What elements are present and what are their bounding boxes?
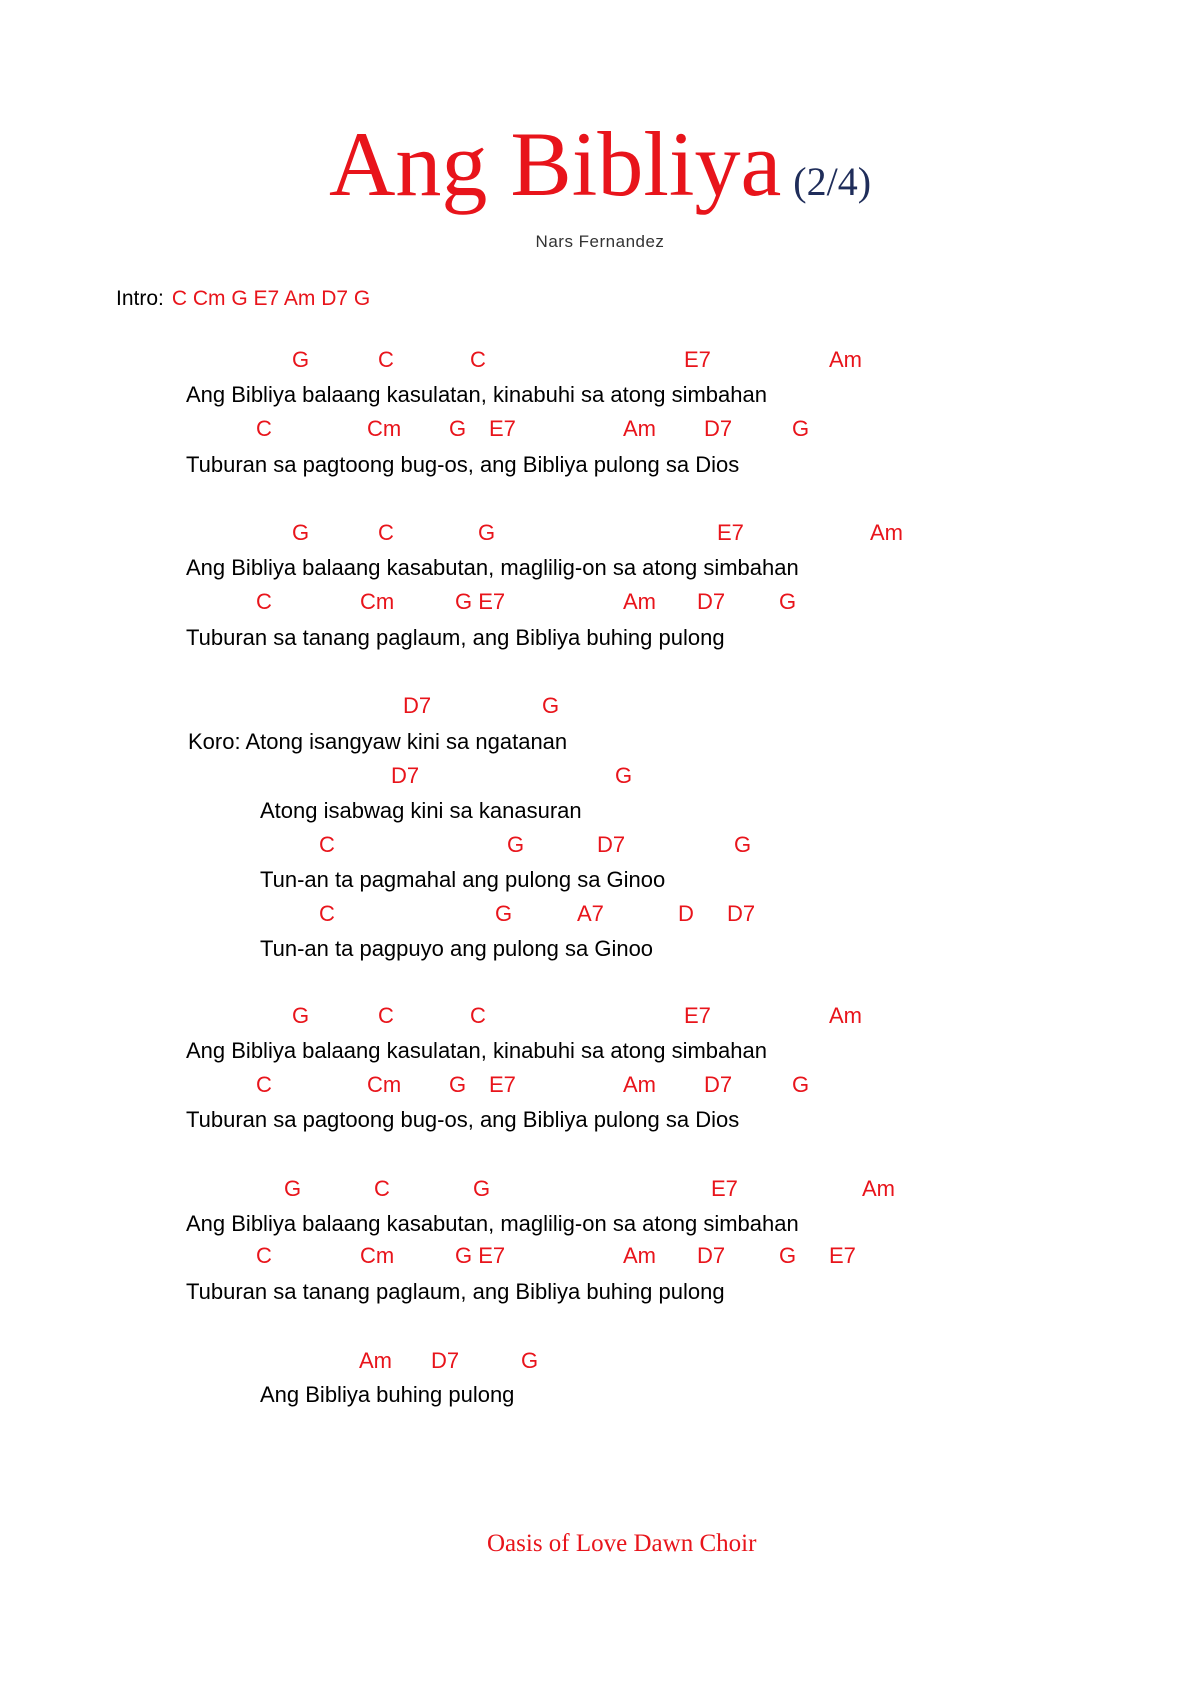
lyric-line: Ang Bibliya balaang kasabutan, maglilig-on sa atong simbahan bbox=[186, 555, 799, 580]
intro-label: Intro: bbox=[116, 287, 164, 310]
chord-symbol: G bbox=[507, 832, 525, 857]
lyric-line: Atong isabwag kini sa kanasuran bbox=[260, 798, 582, 823]
chord-symbol: G bbox=[292, 520, 310, 545]
chord-symbol: E7 bbox=[829, 1243, 856, 1268]
chord-symbol: C bbox=[319, 832, 335, 857]
chord-symbol: C bbox=[256, 1072, 272, 1097]
chord-symbol: C bbox=[378, 347, 394, 372]
chord-symbol: G bbox=[449, 1072, 467, 1097]
chord-symbol: G bbox=[473, 1176, 491, 1201]
intro-line bbox=[116, 287, 370, 311]
chord-symbol: G bbox=[284, 1176, 302, 1201]
chord-symbol: G bbox=[734, 832, 752, 857]
chord-symbol: G bbox=[292, 347, 310, 372]
lyric-line: Ang Bibliya buhing pulong bbox=[260, 1382, 515, 1407]
chord-symbol: Am bbox=[359, 1348, 392, 1373]
chord-symbol: G bbox=[779, 589, 797, 614]
chord-symbol: D7 bbox=[597, 832, 626, 857]
chord-symbol: C bbox=[319, 901, 335, 926]
chord-symbol: G bbox=[449, 416, 467, 441]
chord-symbol: G bbox=[779, 1243, 797, 1268]
chord-symbol: D7 bbox=[391, 763, 420, 788]
time-signature: (2/4) bbox=[793, 159, 872, 204]
chord-symbol: Am bbox=[870, 520, 903, 545]
chord-symbol: C bbox=[374, 1176, 390, 1201]
lyric-line: Ang Bibliya balaang kasabutan, maglilig-on sa atong simbahan bbox=[186, 1211, 799, 1236]
lyric-line: Tun-an ta pagpuyo ang pulong sa Ginoo bbox=[260, 936, 654, 961]
chord-symbol: C bbox=[256, 1243, 272, 1268]
chord-symbol: E7 bbox=[684, 1003, 711, 1028]
chord-symbol: G bbox=[792, 1072, 810, 1097]
chord-symbol: Am bbox=[623, 1243, 656, 1268]
lyric-line: Koro: Atong isangyaw kini sa ngatanan bbox=[188, 729, 568, 754]
chord-symbol: C bbox=[256, 416, 272, 441]
chord-symbol: C bbox=[256, 589, 272, 614]
chord-symbol: Am bbox=[862, 1176, 895, 1201]
chord-symbol: E7 bbox=[489, 416, 516, 441]
chord-symbol: G E7 bbox=[455, 589, 506, 614]
chord-symbol: C bbox=[470, 1003, 486, 1028]
chord-symbol: Am bbox=[829, 347, 862, 372]
chord-symbol: Cm bbox=[367, 416, 402, 441]
chord-symbol: G bbox=[792, 416, 810, 441]
chord-symbol: Am bbox=[623, 416, 656, 441]
chord-symbol: D7 bbox=[431, 1348, 460, 1373]
lyric-line: Tun-an ta pagmahal ang pulong sa Ginoo bbox=[260, 867, 666, 892]
chord-symbol: C bbox=[470, 347, 486, 372]
chord-symbol: G bbox=[542, 693, 560, 718]
chord-symbol: G bbox=[521, 1348, 539, 1373]
lyric-line: Tuburan sa pagtoong bug-os, ang Bibliya pulong sa Dios bbox=[186, 452, 740, 477]
chord-symbol: D7 bbox=[727, 901, 756, 926]
chord-symbol: Am bbox=[829, 1003, 862, 1028]
chord-symbol: C bbox=[378, 1003, 394, 1028]
chord-symbol: Cm bbox=[360, 1243, 395, 1268]
chord-symbol: E7 bbox=[684, 347, 711, 372]
chord-symbol: G E7 bbox=[455, 1243, 506, 1268]
choir-name: Oasis of Love Dawn Choir bbox=[487, 1530, 757, 1557]
chord-symbol: D7 bbox=[704, 416, 733, 441]
chord-symbol: Am bbox=[623, 589, 656, 614]
lyric-line: Tuburan sa tanang paglaum, ang Bibliya buhing pulong bbox=[186, 625, 725, 650]
chord-symbol: G bbox=[292, 1003, 310, 1028]
lyric-line: Ang Bibliya balaang kasulatan, kinabuhi sa atong simbahan bbox=[186, 1038, 767, 1063]
chord-symbol: D7 bbox=[403, 693, 432, 718]
lyric-line: Tuburan sa pagtoong bug-os, ang Bibliya pulong sa Dios bbox=[186, 1107, 740, 1132]
chord-symbol: E7 bbox=[711, 1176, 738, 1201]
chord-symbol: D7 bbox=[697, 1243, 726, 1268]
intro-chords: C Cm G E7 Am D7 G bbox=[171, 287, 371, 310]
chord-symbol: E7 bbox=[489, 1072, 516, 1097]
chord-symbol: D7 bbox=[704, 1072, 733, 1097]
chord-symbol: E7 bbox=[717, 520, 744, 545]
lyric-line: Ang Bibliya balaang kasulatan, kinabuhi sa atong simbahan bbox=[186, 382, 767, 407]
chord-symbol: Cm bbox=[360, 589, 395, 614]
chord-symbol: C bbox=[378, 520, 394, 545]
chord-symbol: G bbox=[495, 901, 513, 926]
title-block bbox=[0, 113, 1200, 215]
chord-symbol: D bbox=[678, 901, 694, 926]
chord-symbol: Am bbox=[623, 1072, 656, 1097]
song-title: Ang Bibliya bbox=[328, 113, 782, 215]
chord-symbol: G bbox=[615, 763, 633, 788]
chord-symbol: Cm bbox=[367, 1072, 402, 1097]
composer-name: Nars Fernandez bbox=[535, 232, 665, 251]
chord-symbol: D7 bbox=[697, 589, 726, 614]
chord-symbol: A7 bbox=[577, 901, 604, 926]
lyric-line: Tuburan sa tanang paglaum, ang Bibliya buhing pulong bbox=[186, 1279, 725, 1304]
chord-symbol: G bbox=[478, 520, 496, 545]
